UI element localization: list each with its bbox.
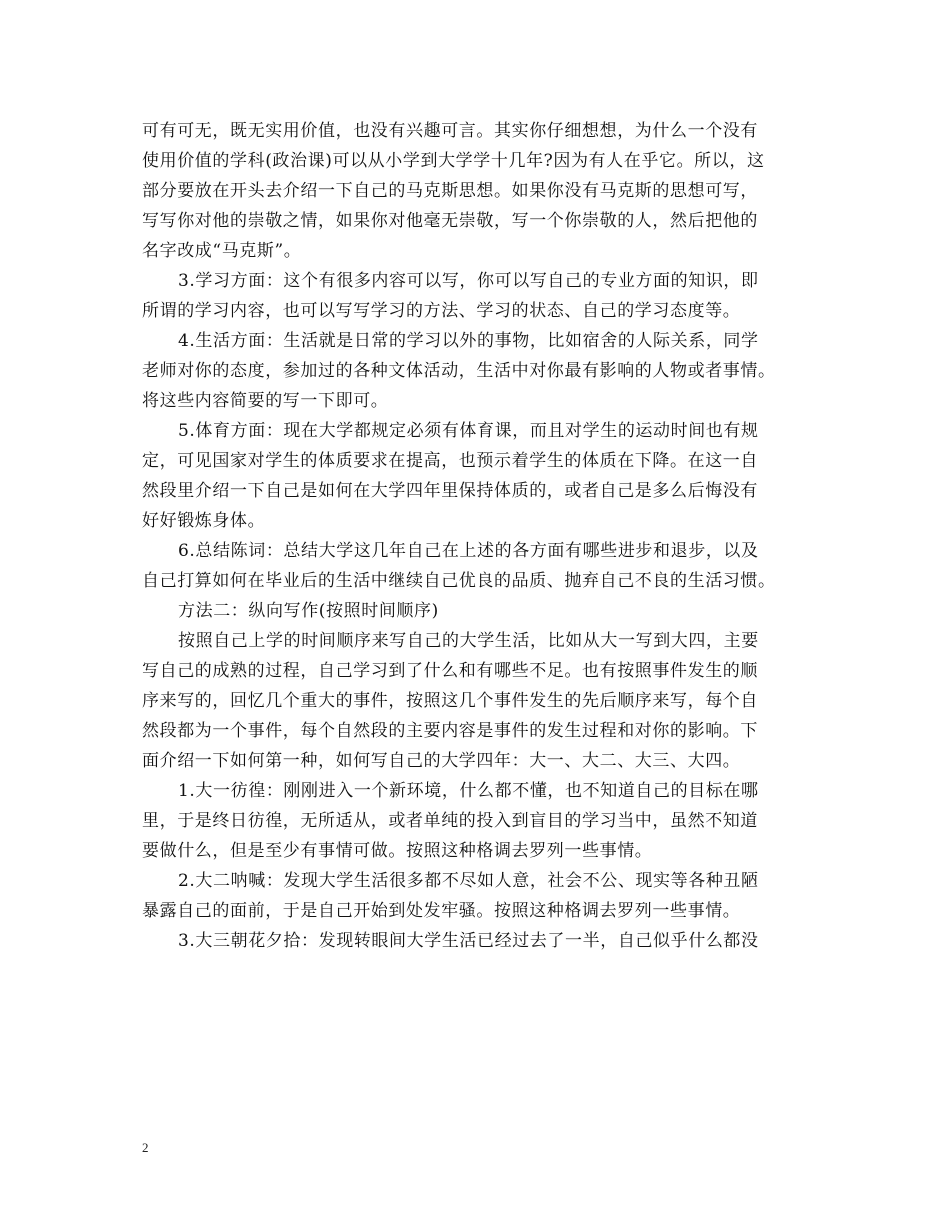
text-line: 1.大一彷徨：刚刚进入一个新环境，什么都不懂，也不知道自己的目标在哪 [178, 781, 759, 801]
text-line: 3.大三朝花夕拾：发现转眼间大学生活已经过去了一半，自己似乎什么都没 [178, 931, 759, 951]
text-line: 所谓的学习内容，也可以写写学习的方法、学习的状态、自己的学习态度等。 [142, 301, 741, 321]
text-line: 3.学习方面：这个有很多内容可以写，你可以写自己的专业方面的知识，即 [178, 271, 759, 291]
page-number: 2 [142, 1140, 149, 1155]
text-line: 2.大二呐喊：发现大学生活很多都不尽如人意，社会不公、现实等各种丑陋 [178, 871, 759, 891]
text-line: 按照自己上学的时间顺序来写自己的大学生活，比如从大一写到大四，主要 [178, 631, 759, 651]
text-line: 名字改成“马克斯”。 [142, 241, 302, 261]
text-line: 写写你对他的崇敬之情，如果你对他毫无崇敬，写一个你崇敬的人，然后把他的 [142, 211, 758, 231]
text-line: 写自己的成熟的过程，自己学习到了什么和有哪些不足。也有按照事件发生的顺 [142, 661, 758, 681]
text-line: 好好锻炼身体。 [142, 511, 266, 531]
text-line: 自己打算如何在毕业后的生活中继续自己优良的品质、抛弃自己不良的生活习惯。 [142, 571, 776, 591]
text-line: 然段都为一个事件，每个自然段的主要内容是事件的发生过程和对你的影响。下 [142, 721, 758, 741]
text-line: 然段里介绍一下自己是如何在大学四年里保持体质的，或者自己是多么后悔没有 [142, 481, 758, 501]
text-line: 暴露自己的面前，于是自己开始到处发牢骚。按照这种格调去罗列一些事情。 [142, 901, 741, 921]
text-line: 定，可见国家对学生的体质要求在提高，也预示着学生的体质在下降。在这一自 [142, 451, 758, 471]
text-line: 里，于是终日彷徨，无所适从，或者单纯的投入到盲目的学习当中，虽然不知道 [142, 811, 758, 831]
text-line: 6.总结陈词：总结大学这几年自己在上述的各方面有哪些进步和退步，以及 [178, 541, 759, 561]
text-line: 老师对你的态度，参加过的各种文体活动，生活中对你最有影响的人物或者事情。 [142, 361, 776, 381]
text-line: 可有可无，既无实用价值，也没有兴趣可言。其实你仔细想想，为什么一个没有 [142, 121, 758, 141]
text-line: 4.生活方面：生活就是日常的学习以外的事物，比如宿舍的人际关系，同学 [178, 331, 759, 351]
text-line: 使用价值的学科(政治课)可以从小学到大学学十几年?因为有人在乎它。所以，这 [142, 151, 765, 171]
text-line: 5.体育方面：现在大学都规定必须有体育课，而且对学生的运动时间也有规 [178, 421, 759, 441]
text-line: 将这些内容简要的写一下即可。 [142, 391, 389, 411]
text-line: 序来写的，回忆几个重大的事件，按照这几个事件发生的先后顺序来写，每个自 [142, 691, 758, 711]
text-line: 方法二：纵向写作(按照时间顺序) [178, 601, 439, 621]
text-line: 面介绍一下如何第一种，如何写自己的大学四年：大一、大二、大三、大四。 [142, 751, 741, 771]
document-body [142, 116, 832, 956]
text-line: 部分要放在开头去介绍一下自己的马克斯思想。如果你没有马克斯的思想可写， [142, 181, 758, 201]
text-line: 要做什么，但是至少有事情可做。按照这种格调去罗列一些事情。 [142, 841, 653, 861]
